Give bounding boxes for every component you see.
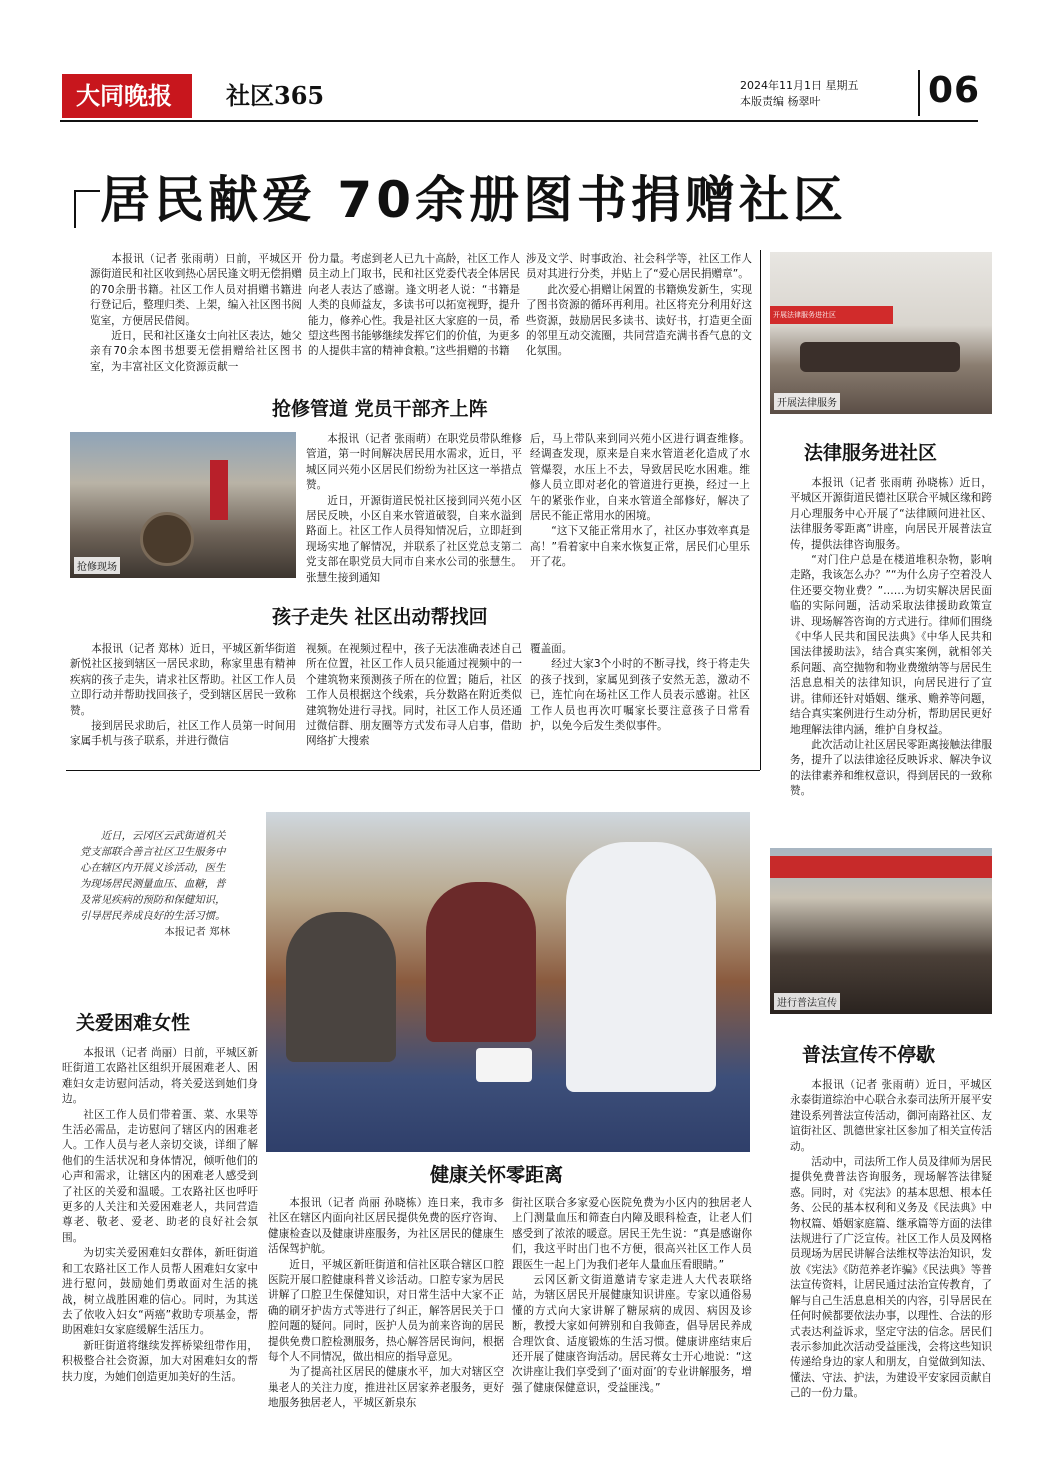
blood-pressure-monitor: [476, 1048, 532, 1082]
article3-col1: [70, 642, 296, 750]
paragraph: “对门住户总是在楼道堆积杂物，影响走路，我该怎么办？”“为什么房子空着没人住还要交物业费？”……为切实解决居民面临的实际问题，活动采取法律援助政策宣讲、现场解答咨询的方式进行。律师们围绕《中华人民共和国民法典》《中华人民共和国法律援助法》，结合真实案例，就相邻关系问题、高空抛物和物业费缴纳等与居民生活息息相关的法律知识，向居民进行了宣讲。律师还针对婚姻、继承、赡养等问题，结合真实案例进行生动分析，帮助居民更好地理解法律内涵，维护自身权益。: [790, 554, 992, 736]
article2-col1: [306, 432, 522, 586]
paragraph: 经过大家3个小时的不断寻找，终于将走失的孩子找到，家属见到孩子安然无恙，激动不已，连忙向在场社区工作人员表示感谢。社区工作人员也再次叮嘱家长要注意孩子日常看护，以免今后发生类似事件。: [530, 658, 750, 733]
photo-note-text: 近日，云冈区云武街道机关党支部联合善言社区卫生服务中心在辖区内开展义诊活动，医生为现场居民测量血压、血糖，普及常见疾病的预防和保健知识，引导居民养成良好的生活习惯。: [80, 830, 226, 922]
paragraph: 接到居民求助后，社区工作人员第一时间用家属手机与孩子联系，并进行微信: [70, 720, 296, 748]
legal-promo-photo: [770, 848, 992, 1014]
paragraph: 近日，平城区新旺街道和信社区联合辖区口腔医院开展口腔健康科普义诊活动。口腔专家为居民讲解了口腔卫生保健知识，对日常生活中大家不正确的刷牙护齿方式等进行了纠正，解答居民关于口腔问题的疑问。同时，医护人员为前来咨询的居民提供免费口腔检测服务，热心解答居民询问，根据每个人不同情况，做出相应的指导意见。: [268, 1258, 504, 1364]
article6-col2: [512, 1196, 752, 1396]
paragraph: 本报讯（记者 尚丽）日前，平城区新旺街道工农路社区组织开展困难老人、困难妇女走访慰问活动，将关爱送到她们身边。: [62, 1047, 258, 1106]
pipe-repair-photo: [70, 432, 296, 578]
page-number-divider: [918, 70, 920, 116]
doctor-figure: [566, 842, 716, 1092]
paragraph: 街社区联合多家爱心医院免费为小区内的独居老人上门测量血压和筛查白内障及眼科检查，让老人们感受到了浓浓的暖意。居民王先生说：“真是感谢你们，我这平时出门也不方便，很高兴社区工作人员跟医生一起上门为我们老年人量血压看眼睛。”: [512, 1197, 752, 1271]
repair-photo-caption: 抢修现场: [74, 557, 120, 574]
article6-title: 健康关怀零距离: [430, 1164, 564, 1186]
health-checkup-photo: [266, 812, 750, 1152]
article5-title: 关爱困难女性: [76, 1012, 191, 1034]
article6-col1: [268, 1196, 504, 1412]
photo-note: [80, 828, 230, 940]
issue-date: 2024年11月1日 星期五: [740, 79, 859, 92]
paragraph: 新旺街道将继续发挥桥梁纽带作用，积极整合社会资源，加大对困难妇女的帮扶力度，为她们创造更加美好的生活。: [62, 1339, 258, 1383]
article2-title: 抢修管道 党员干部齐上阵: [272, 398, 488, 420]
paragraph: 活动中，司法所工作人员及律师为居民提供免费普法咨询服务，现场解答法律疑惑。同时，对《宪法》的基本思想、根本任务、公民的基本权利和义务及《民法典》中物权篇、婚姻家庭篇、继承篇等方面的法律法规进行了广泛宣传。社区工作人员及网格员现场为居民讲解合法维权等法治知识，发放《宪法》《防范养老诈骗》《民法典》等普法宣传资料，让居民通过法治宣传教育，了解与自己生活息息相关的内容，引导居民在任何时候都要依法办事，以理性、合法的形式表达利益诉求，坚定守法的信念。居民们表示参加此次活动受益匪浅，会将这些知识传递给身边的家人和朋友，自觉做到知法、懂法、守法、护法，为建设平安家园贡献自己的一份力量。: [790, 1156, 992, 1400]
article2-col2: [530, 432, 750, 571]
paragraph: 本报讯（记者 张雨萌）近日，平城区永泰街道综治中心联合永泰司法所开展平安建设系列普法宣传活动，御河南路社区、友谊街社区、凯德世家社区参加了相关宣传活动。: [790, 1079, 992, 1153]
paragraph: “这下又能正常用水了，社区办事效率真是高！”看着家中自来水恢复正常，居民们心里乐开了花。: [530, 525, 750, 569]
paragraph: 此次爱心捐赠让闲置的书籍焕发新生，实现了图书资源的循环再利用。社区将充分利用好这些资源，鼓励居民多读书、读好书，打造更全面的邻里互动交流圈，共同营造充满书香气息的文化氛围。: [526, 283, 752, 358]
block-bottom-rule: [66, 770, 760, 771]
photo-note-credit: 本报记者 郑林: [164, 926, 230, 938]
paragraph: 为切实关爱困难妇女群体，新旺街道和工农路社区工作人员帮人困难妇女家中进行慰问，鼓励她们勇敢面对生活的挑战，树立战胜困难的信心。同时，为其送去了依收入妇女“两癌”救助专项基金，帮助困难妇女家庭缓解生活压力。: [62, 1247, 258, 1337]
issue-date-block: [740, 78, 859, 110]
article5-body: [62, 1046, 258, 1385]
paragraph: 涉及文学、时事政治、社会科学等，社区工作人员对其进行分类，并贴上了“爱心居民捐赠章”。: [526, 253, 752, 281]
elderly-woman-figure: [426, 882, 536, 1042]
article3-title: 孩子走失 社区出动帮找回: [272, 606, 488, 628]
legal-photo-caption: 开展法律服务: [774, 393, 840, 410]
page-number: 06: [928, 70, 981, 111]
paragraph: 社区工作人员们带着蛋、菜、水果等生活必需品，走访慰问了辖区内的困难老人。工作人员与老人亲切交谈，详细了解他们的生活状况和身体情况，倾听他们的心声和需求，让辖区内的困难老人感受到了社区的关爱和温暖。工农路社区也呼吁更多的人关注和关爱困难老人，共同营造尊老、敬老、爱老、助老的良好社会氛围。: [62, 1108, 258, 1244]
article1-col3: [526, 252, 752, 360]
worker-figure: [210, 460, 228, 520]
paragraph: 近日，民和社区逢女士向社区表达，她父亲有70余本图书想要无偿捐赠给社区图书室，为丰富社区文化资源贡献一: [90, 330, 302, 373]
paragraph: 近日，开源街道民悦社区接到同兴苑小区居民反映，小区自来水管道破裂，自来水溢到路面上。社区工作人员得知情况后，立即赶到现场实地了解情况，并联系了社区党总支第二党支部在职党员大同市自来水公司的张慧生。张慧生接到通知: [306, 494, 522, 584]
headline-bracket: [74, 190, 100, 228]
elderly-man-figure: [286, 912, 396, 1062]
paragraph: 本报讯（记者 张雨萌 孙晓栋）近日，平城区开源街道民德社区联合平城区缘和跨月心理服务中心开展了“法律顾问进社区、法律服务零距离”讲座，向居民开展普法宣传，提供法律咨询服务。: [790, 477, 992, 551]
article3-col3: [530, 642, 750, 734]
masthead-rule: [60, 120, 978, 122]
newspaper-logo: 大同晚报: [62, 74, 192, 118]
paragraph: 为了提高社区居民的健康水平，加大对辖区空巢老人的关注力度，推进社区居家养老服务，更好地服务独居老人，平城区新泉东: [268, 1366, 504, 1410]
section-title: 社区365: [226, 81, 325, 110]
storefront-sign: [770, 856, 992, 878]
article7-title: 普法宣传不停歇: [802, 1044, 936, 1066]
paragraph: 本报讯（记者 张雨萌）日前，平城区开源街道民和社区收到热心居民逢文明无偿捐赠的70余册书籍。社区工作人员对捐赠书籍进行登记后，整理归类、上架，编入社区图书阅览室，方便居民借阅。: [90, 253, 302, 327]
paragraph: 本报讯（记者 张雨萌）在职党员带队维修管道，第一时间解决居民用水需求，近日，平城区同兴苑小区居民们纷纷为社区这一举措点赞。: [306, 433, 522, 492]
paragraph: 本报讯（记者 尚丽 孙晓栋）连日来，我市多社区在辖区内面向社区居民提供免费的医疗咨询、健康检查以及健康讲座服务，为社区居民的健康生活保驾护航。: [268, 1197, 504, 1256]
article3-col2: [306, 642, 522, 750]
article4-title: 法律服务进社区: [804, 442, 938, 464]
block-right-rule: [760, 250, 761, 770]
paragraph: 份力量。考虑到老人已九十高龄，社区工作人员主动上门取书，民和社区党委代表全体居民向老人表达了感谢。逢文明老人说：“书籍是人类的良师益友，多读书可以拓宽视野，提升能力，修养心性。我是社区大家庭的一员，希望这些图书能够继续发挥它们的价值，为更多的人提供丰富的精神食粮。”这些捐赠的书籍: [308, 253, 520, 358]
paragraph: 覆盖面。: [530, 643, 573, 655]
paragraph: 此次活动让社区居民零距离接触法律服务，提升了以法律途径反映诉求、解决争议的法律素养和维权意识，得到居民的一致称赞。: [790, 738, 992, 798]
article4-body: [790, 476, 992, 800]
article7-body: [790, 1078, 992, 1402]
paragraph: 云冈区新文街道邀请专家走进人大代表联络站，为辖区居民开展健康知识讲座。专家以通俗易懂的方式向大家讲解了糖尿病的成因、病因及诊断，教授大家如何辨别和自我筛查，倡导居民养成合理饮食、适度锻炼的生活习惯。健康讲座结束后还开展了健康咨询活动。居民蒋女士开心地说：“这次讲座让我们享受到了‘面对面’的专业讲解服务，增强了健康保健意识，受益匪浅。”: [512, 1274, 752, 1394]
legal-service-photo: [770, 252, 992, 414]
paragraph: 本报讯（记者 郑林）近日，平城区新华街道新悦社区接到辖区一居民求助，称家里患有精神疾病的孩子走失，请求社区帮助。社区工作人员立即行动并帮助找回孩子，受到辖区居民一致称赞。: [70, 643, 296, 717]
manhole: [140, 512, 194, 566]
meeting-table: [800, 342, 960, 372]
page-editor: 本版责编 杨翠叶: [740, 95, 821, 108]
article1-col2: [308, 252, 520, 360]
promo-photo-caption: 进行普法宣传: [774, 993, 840, 1010]
photo-banner: 开展法律服务进社区: [770, 306, 893, 324]
main-headline: 居民献爱 70余册图书捐赠社区: [100, 171, 847, 229]
paragraph: 后，马上带队来到同兴苑小区进行调查维修。经调查发现，原来是自来水管道老化造成了水管爆裂，水压上不去，导致居民吃水困难。维修人员立即对老化的管道进行更换，经过一上午的紧张作业，自来水管道全部修好，解决了居民不能正常用水的困境。: [530, 433, 750, 523]
paragraph: 视频。在视频过程中，孩子无法准确表述自己所在位置，社区工作人员只能通过视频中的一个建筑物来预测孩子所在的位置；随后，社区工作人员根据这个线索，兵分数路在附近类似建筑物处进行寻找。同时，社区工作人员还通过微信群、朋友圈等方式发布寻人启事，借助网络扩大搜索: [306, 643, 522, 748]
article1-col1: [90, 252, 302, 375]
